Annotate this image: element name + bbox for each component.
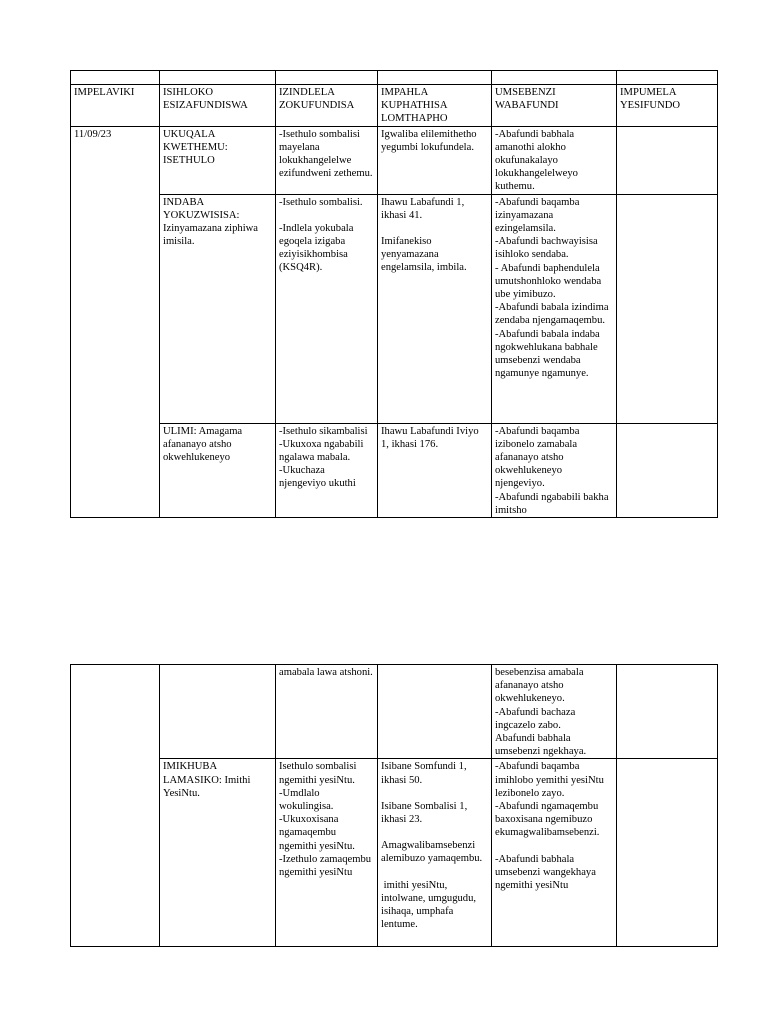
activity-line: -Abafundi baqamba imihlobo yemithi yesiNtu lezibonelo zayo. [495,761,607,799]
header-impelaviki: IMPELAVIKI [71,85,160,127]
methods-cell [276,759,378,947]
activity-line: -Abafundi babala izindima zendaba njengamaqembu. [495,302,612,327]
activity-line: besebenzisa amabala afananayo atsho okwehlukeneyo. [495,667,587,705]
topic-cell: ULIMI: Amagama afananayo atsho okwehlukeneyo [160,423,276,517]
outcome-cell [617,665,718,759]
header-isihloko: ISIHLOKO ESIZAFUNDISWA [160,85,276,127]
topic-cell: IMIKHUBA LAMASIKO: Imithi YesiNtu. [160,759,276,947]
methods-line: -Isethulo sombalisi. [279,196,363,208]
resources-line: Imifanekiso yenyamazana engelamsila, imbila. [381,236,467,274]
header-impumela: IMPUMELA YESIFUNDO [617,85,718,127]
lesson-plan-table-continued [70,664,718,947]
resources-line: Amagwalibamsebenzi alemibuzo yamaqembu. [381,840,483,865]
activity-cell: -Abafundi babhala amanothi alokho okufunakalayo lokukhangelelweyo kuthemu. [492,126,617,194]
methods-cell [276,423,378,517]
activity-line: -Abafundi baqamba izibonelo zamabala afananayo atsho okwehlukeneyo njengeviyo. [495,425,583,490]
methods-cell: amabala lawa atshoni. [276,665,378,759]
activity-line: -Abafundi bachwayisisa isihloko sendaba. [495,236,601,261]
table-row [71,759,718,947]
activity-line: -Abafundi babala indaba ngokwehlukana babhale umsebenzi wendaba ngamunye ngamunye. [495,328,603,380]
table-row [71,126,718,194]
header-cell [617,71,718,85]
table-row [71,423,718,517]
activity-line: Abafundi babhala umsebenzi ngekhaya. [495,733,587,758]
outcome-cell [617,759,718,947]
activity-line: -Abafundi bachaza ingcazelo zabo. [495,706,578,731]
resources-cell: Igwaliba elilemithetho yegumbi lokufundela. [378,126,492,194]
activity-line: -Abafundi ngababili bakha imitsho [495,491,612,516]
week-date: 11/09/23 [71,126,160,517]
methods-cell [276,194,378,423]
header-izindlela: IZINDLELA ZOKUFUNDISA [276,85,378,127]
activity-line: - Abafundi baphendulela umutshonhloko wendaba ube yimibuzo. [495,262,604,301]
outcome-cell [617,126,718,194]
header-cell [378,71,492,85]
resources-cell: Ihawu Labafundi Iviyo 1, ikhasi 176. [378,423,492,517]
resources-line: Isibane Sombalisi 1, ikhasi 23. [381,800,470,826]
methods-line: -Izethulo zamaqembu ngemithi yesiNtu [279,853,374,879]
methods-line: -Ukuxoxa ngababili ngalawa mabala. [279,438,367,464]
outcome-cell [617,194,718,423]
column-headers-row [71,85,718,127]
activity-line: -Abafundi baqamba izinyamazana ezingelamsila. [495,196,583,235]
activity-cell [492,759,617,947]
resources-cell [378,759,492,947]
activity-line: -Abafundi ngamaqembu baxoxisana ngemibuzo ekumagwalibamsebenzi. [495,801,601,839]
week-date [71,665,160,947]
header-cell [276,71,378,85]
resources-cell [378,194,492,423]
resources-line: imithi yesiNtu, intolwane, umgugudu, isihaqa, umphafa lentume. [381,879,479,931]
table-row [71,194,718,423]
header-cell [160,71,276,85]
methods-line: -Ukuxoxisana ngamaqembu ngemithi yesiNtu. [279,814,355,852]
resources-line: Ihawu Labafundi 1, ikhasi 41. [381,196,467,221]
methods-line: -Indlela yokubala egoqela izigaba eziyisikhombisa (KSQ4R). [279,222,357,274]
topic-cell: UKUQALA KWETHEMU: ISETHULO [160,126,276,194]
lesson-plan-table [70,70,718,518]
header-umsebenzi: UMSEBENZI WABAFUNDI [492,85,617,127]
header-impahla: IMPAHLA KUPHATHISA LOMTHAPHO [378,85,492,127]
topic-cell: INDABA YOKUZWISISA: Izinyamazana ziphiwa imisila. [160,194,276,423]
activity-line: -Abafundi babhala umsebenzi wangekhaya ngemithi yesiNtu [495,853,599,892]
header-cell [492,71,617,85]
resources-line: Isibane Somfundi 1, ikhasi 50. [381,761,470,786]
table-row [71,665,718,759]
resources-cell [378,665,492,759]
methods-cell: -Isethulo sombalisi mayelana lokukhangelelwe ezifundweni zethemu. [276,126,378,194]
outcome-cell [617,423,718,517]
topic-cell [160,665,276,759]
activity-cell [492,194,617,423]
methods-line: -Isethulo sikambalisi [279,425,368,437]
header-cell [71,71,160,85]
methods-line: -Ukuchaza njengeviyo ukuthi [279,465,356,490]
header-row [71,71,718,85]
methods-line: -Umdlalo wokulingisa. [279,787,334,813]
methods-line: Isethulo sombalisi ngemithi yesiNtu. [279,761,360,786]
activity-cell [492,665,617,759]
activity-cell [492,423,617,517]
